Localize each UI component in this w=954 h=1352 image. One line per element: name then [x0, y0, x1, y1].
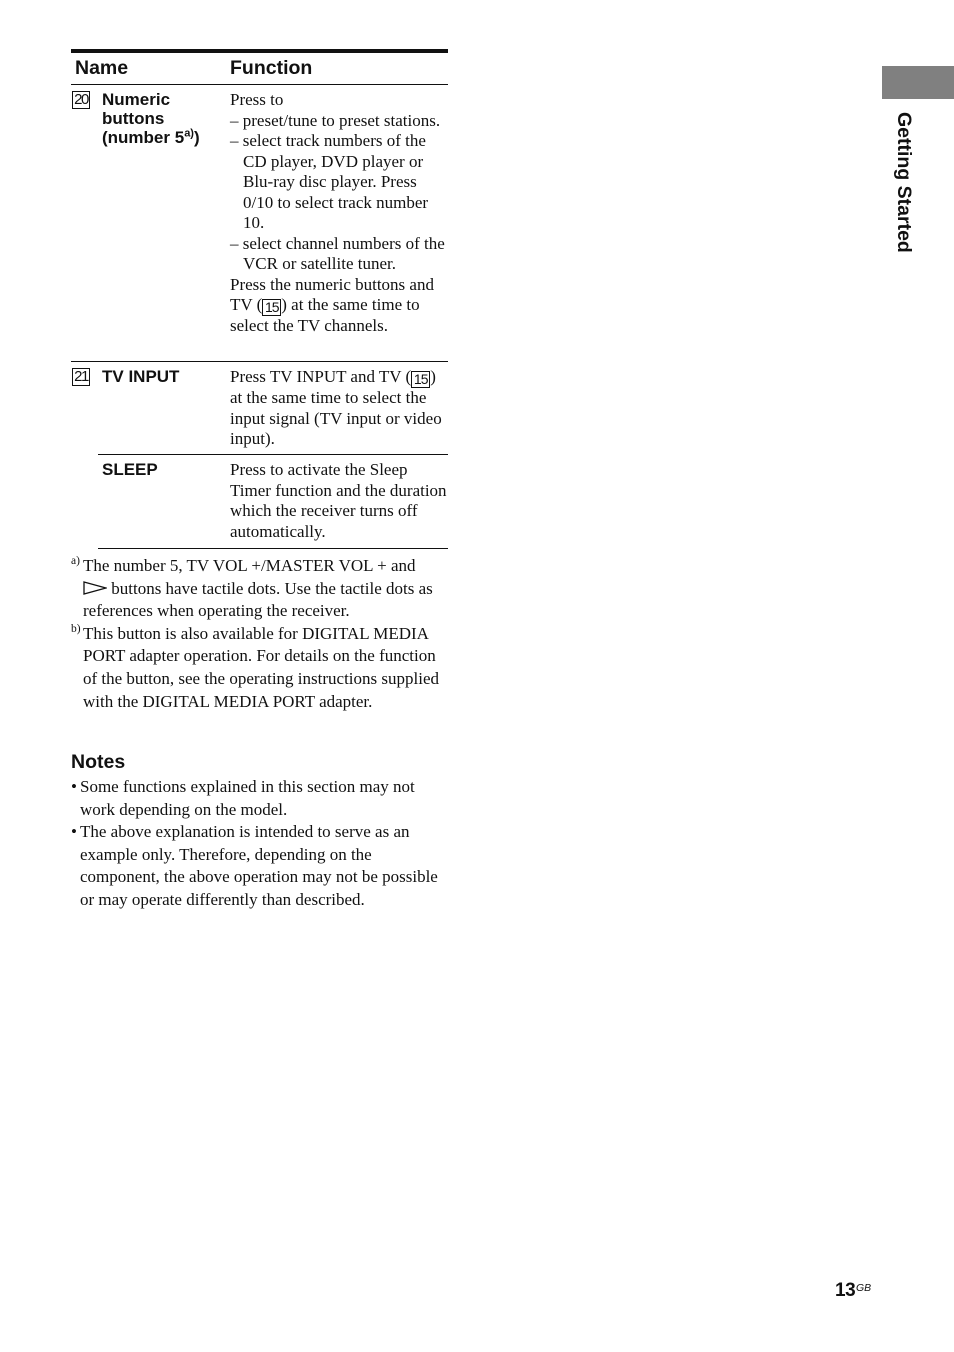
footnote-a-text-end: buttons have tactile dots. Use the tactile dots as references when operating the receiver.: [83, 578, 433, 621]
item-name-sleep: SLEEP: [102, 460, 158, 479]
footnotes: [71, 555, 451, 713]
footnote-marker-b: b): [71, 622, 81, 635]
note-item: • Some functions explained in this section may not work depending on the model.: [71, 776, 453, 821]
header-name: Name: [75, 57, 129, 79]
notes-list: [71, 776, 453, 912]
function-paragraph-end: ) at the same time to select the TV channels.: [230, 295, 420, 335]
table-row-numeric-buttons: [71, 85, 448, 361]
function-item-1: – preset/tune to preset stations.: [230, 110, 441, 130]
page-number-suffix: GB: [856, 1282, 872, 1294]
item-name-tv-input: TV INPUT: [102, 367, 180, 386]
name-line-1: Numeric: [102, 90, 171, 109]
footnote-marker-a: a): [71, 555, 80, 567]
function-table: [71, 49, 448, 549]
name-line-2: buttons: [102, 109, 165, 128]
tv-input-function-end: ) at the same time to select the input signal (TV input or video input).: [230, 367, 442, 448]
footnote-b: [71, 623, 451, 713]
page-number: 13: [835, 1280, 856, 1301]
header-function: Function: [230, 57, 313, 79]
item-function-tv-input: [230, 367, 448, 450]
table-header: [71, 53, 448, 85]
section-label: Getting Started: [893, 112, 915, 253]
play-triangle-icon: [83, 581, 107, 595]
item-number-21: 21: [72, 368, 90, 386]
table-row-sleep: [98, 454, 448, 549]
item-number-20: 20: [72, 91, 90, 109]
item-function-sleep: Press to activate the Sleep Timer function and the duration which the receiver turns off automatically.: [230, 460, 447, 541]
footnote-a-text-start: The number 5, TV VOL +/MASTER VOL + and: [83, 556, 416, 575]
name-footnote-ref-a: a): [184, 127, 194, 140]
table-row-tv-input: [71, 361, 448, 454]
function-item-3: – select channel numbers of the VCR or satellite tuner.: [230, 233, 445, 273]
function-paragraph-start: Press the numeric buttons and TV (: [230, 274, 434, 314]
name-line-3-close: ): [193, 128, 200, 147]
function-intro: Press to: [230, 90, 284, 109]
ref-number-15: 15: [411, 371, 430, 388]
item-function-numeric-buttons: [230, 90, 448, 337]
tv-input-function-start: Press TV INPUT and TV (: [230, 367, 412, 386]
function-item-2: – select track numbers of the CD player, DVD player or Blu-ray disc player. Press 0/10 to select track number 10.: [230, 131, 429, 232]
footnote-a: [71, 555, 451, 623]
notes-heading: Notes: [71, 751, 126, 773]
name-line-3: (number 5: [102, 128, 185, 147]
item-name-numeric-buttons: [102, 90, 222, 147]
function-paragraph: [230, 275, 448, 337]
note-item: • The above explanation is intended to serve as an example only. Therefore, depending on the component, the above operation may not be possible or may operate differently than described.: [71, 821, 453, 911]
footnote-b-text: This button is also available for DIGITAL MEDIA PORT adapter operation. For details on the function of the button, see the operating instructions supplied with the DIGITAL MEDIA PORT adapter.: [83, 623, 439, 711]
ref-number-15: 15: [262, 299, 281, 316]
section-tab-marker: [882, 66, 954, 99]
